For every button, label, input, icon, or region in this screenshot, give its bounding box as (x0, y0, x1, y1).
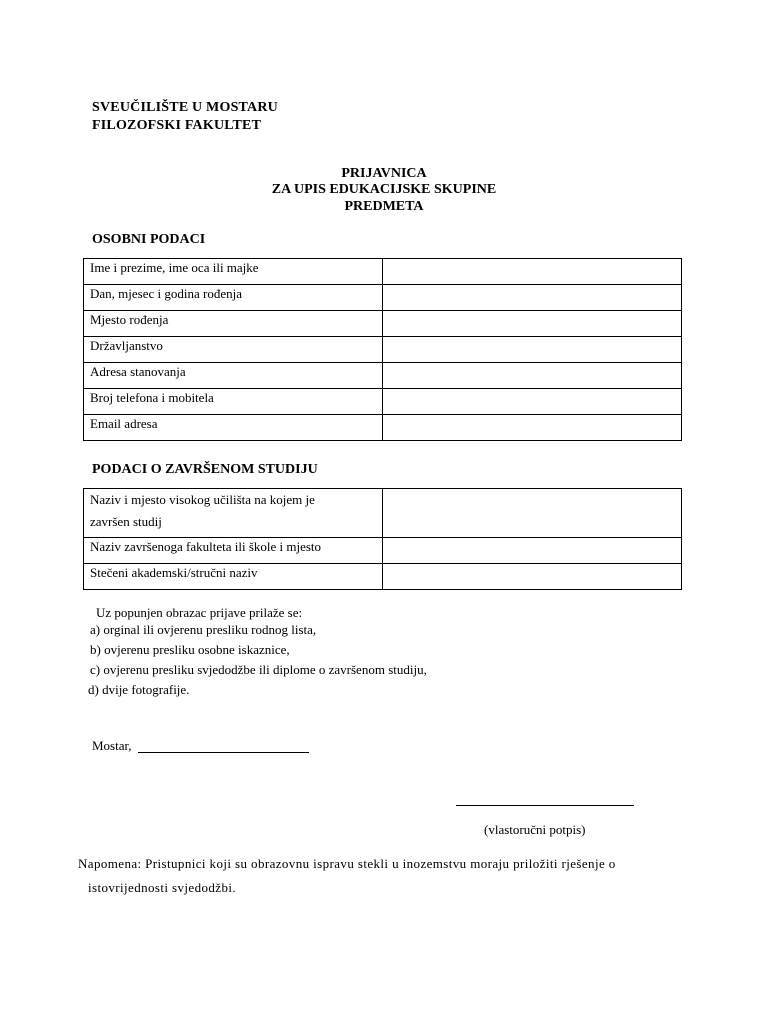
citizenship-field[interactable] (383, 337, 682, 363)
study-data-heading: PODACI O ZAVRŠENOM STUDIJU (92, 462, 318, 477)
address-field[interactable] (383, 363, 682, 389)
table-row (84, 337, 682, 363)
email-field[interactable] (383, 415, 682, 441)
attachments-intro: Uz popunjen obrazac prijave prilaže se: (96, 605, 303, 620)
table-row (84, 489, 682, 538)
table-row (84, 389, 682, 415)
university-name: SVEUČILIŠTE U MOSTARU (92, 100, 278, 115)
place-label: Mostar, (92, 738, 132, 753)
form-title-line2: ZA UPIS EDUKACIJSKE SKUPINE (271, 182, 497, 197)
table-row (84, 259, 682, 285)
table-row (84, 311, 682, 337)
field-label: Mjesto rođenja (84, 311, 383, 337)
note-line: istovrijednosti svjedodžbi. (88, 880, 237, 895)
form-title-line1: PRIJAVNICA (341, 166, 427, 181)
faculty-name: FILOZOFSKI FAKULTET (92, 118, 262, 133)
attachment-item: b) ovjerenu presliku osobne iskaznice, (90, 642, 290, 657)
table-row (84, 564, 682, 590)
table-row (84, 363, 682, 389)
personal-data-table (83, 258, 682, 441)
academic-title-field[interactable] (383, 564, 682, 590)
signature-caption: (vlastoručni potpis) (484, 822, 586, 837)
field-label: Državljanstvo (84, 337, 383, 363)
field-label: Naziv završenoga fakulteta ili škole i mjesto (84, 538, 383, 564)
field-label: Broj telefona i mobitela (84, 389, 383, 415)
institution-field[interactable] (383, 489, 682, 538)
note-line: Napomena: Pristupnici koji su obrazovnu ispravu stekli u inozemstvu moraju priložiti rješenje o (78, 856, 616, 871)
field-label-line: Naziv i mjesto visokog učilišta na kojem je (90, 492, 315, 507)
form-title-line3: PREDMETA (344, 199, 424, 214)
field-label: Adresa stanovanja (84, 363, 383, 389)
note (78, 852, 689, 900)
study-data-table (83, 488, 682, 590)
birthdate-field[interactable] (383, 285, 682, 311)
attachment-item: a) orginal ili ovjerenu presliku rodnog lista, (90, 622, 317, 637)
signature-line[interactable] (456, 805, 634, 806)
attachment-item: c) ovjerenu presliku svjedodžbe ili diplome o završenom studiju, (90, 662, 427, 677)
table-row (84, 538, 682, 564)
field-label-line: završen studij (90, 514, 162, 529)
personal-data-heading: OSOBNI PODACI (92, 232, 206, 247)
birthplace-field[interactable] (383, 311, 682, 337)
field-label: Dan, mjesec i godina rođenja (84, 285, 383, 311)
table-row (84, 415, 682, 441)
field-label: Email adresa (84, 415, 383, 441)
phone-field[interactable] (383, 389, 682, 415)
field-label (84, 489, 383, 538)
name-field[interactable] (383, 259, 682, 285)
field-label: Stečeni akademski/stručni naziv (84, 564, 383, 590)
faculty-field[interactable] (383, 538, 682, 564)
table-row (84, 285, 682, 311)
field-label: Ime i prezime, ime oca ili majke (84, 259, 383, 285)
date-line[interactable] (138, 752, 309, 753)
attachment-item: d) dvije fotografije. (88, 682, 190, 697)
